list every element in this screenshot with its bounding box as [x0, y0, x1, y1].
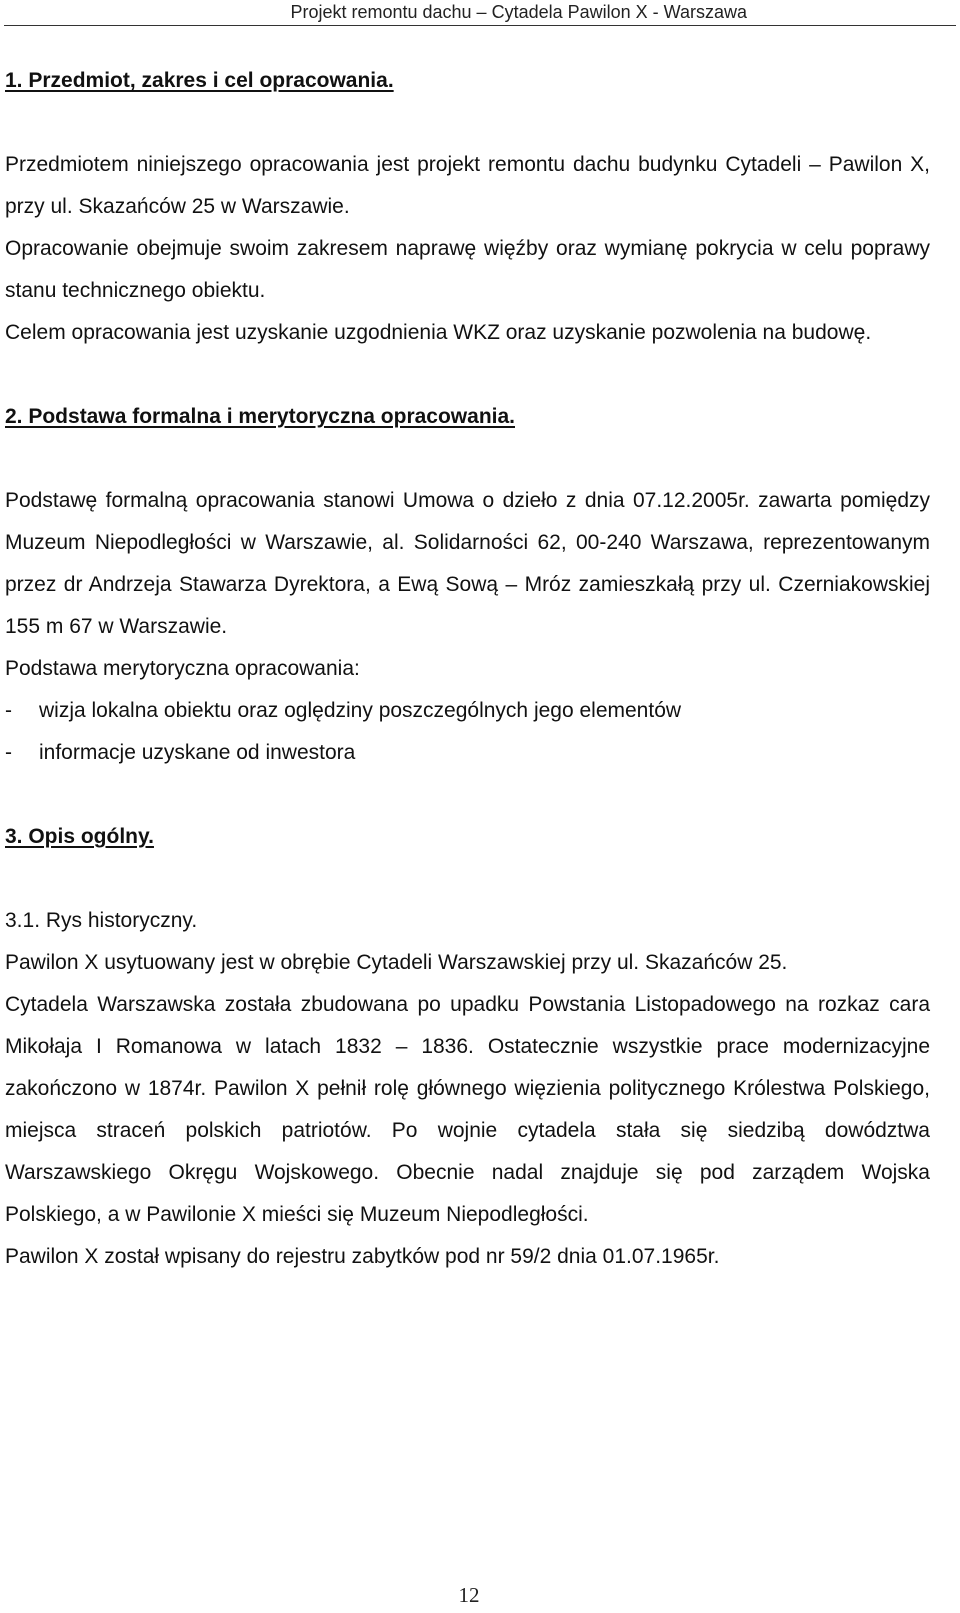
section-3-heading: 3. Opis ogólny. — [5, 825, 154, 848]
spacer — [5, 774, 930, 816]
list-item-text: wizja lokalna obiektu oraz oględziny poszczególnych jego elementów — [39, 699, 682, 722]
list-item — [5, 690, 930, 732]
section-1-heading: 1. Przedmiot, zakres i cel opracowania. — [5, 69, 394, 92]
section-2-paragraph-2: Podstawa merytoryczna opracowania: — [5, 657, 360, 680]
section-1-paragraph-3: Celem opracowania jest uzyskanie uzgodnienia WKZ oraz uzyskanie pozwolenia na budowę. — [5, 321, 872, 344]
list-dash: - — [5, 699, 12, 722]
section-3-1-subheading: 3.1. Rys historyczny. — [5, 909, 198, 932]
running-header: Projekt remontu dachu – Cytadela Pawilon X - Warszawa — [290, 2, 747, 22]
section-3-paragraph-2: Cytadela Warszawska została zbudowana po upadku Powstania Listopadowego na rozkaz cara Mikołaja I Romanowa w latach 1832 – 1836. Ostatecznie wszystkie prace modernizacyjne zakończono w 1874r. Pawilon X pełnił rolę głównego więzienia politycznego Królestwa Polskiego, miejsca straceń polskich patriotów. Po wojnie cytadela stała się siedzibą dowództwa Warszawskiego Okręgu Wojskowego. Obecnie nadal znajduje się pod zarządem Wojska Polskiego, a w Pawilonie X mieści się Muzeum Niepodległości. — [5, 993, 930, 1226]
spacer — [5, 858, 930, 900]
section-3-paragraph-3: Pawilon X został wpisany do rejestru zabytków pod nr 59/2 dnia 01.07.1965r. — [5, 1245, 720, 1268]
spacer — [5, 354, 930, 396]
document-body — [5, 60, 930, 1278]
spacer — [5, 438, 930, 480]
list-dash: - — [5, 741, 12, 764]
header-divider — [4, 25, 956, 26]
spacer — [5, 102, 930, 144]
section-2-heading: 2. Podstawa formalna i merytoryczna opracowania. — [5, 405, 515, 428]
list-item — [5, 732, 930, 774]
section-1-paragraph-2: Opracowanie obejmuje swoim zakresem naprawę więźby oraz wymianę pokrycia w celu poprawy stanu technicznego obiektu. — [5, 237, 930, 302]
page-number: 12 — [458, 1583, 480, 1607]
section-2-paragraph-1: Podstawę formalną opracowania stanowi Umowa o dzieło z dnia 07.12.2005r. zawarta pomiędzy Muzeum Niepodległości w Warszawie, al. Solidarności 62, 00-240 Warszawa, reprezentowanym przez dr Andrzeja Stawarza Dyrektora, a Ewą Sową – Mróz zamieszkałą przy ul. Czerniakowskiej 155 m 67 w Warszawie. — [5, 489, 930, 638]
list-item-text: informacje uzyskane od inwestora — [39, 741, 356, 764]
section-3-paragraph-1: Pawilon X usytuowany jest w obrębie Cytadeli Warszawskiej przy ul. Skazańców 25. — [5, 951, 788, 974]
section-1-paragraph-1: Przedmiotem niniejszego opracowania jest projekt remontu dachu budynku Cytadeli – Pawilon X, przy ul. Skazańców 25 w Warszawie. — [5, 153, 930, 218]
